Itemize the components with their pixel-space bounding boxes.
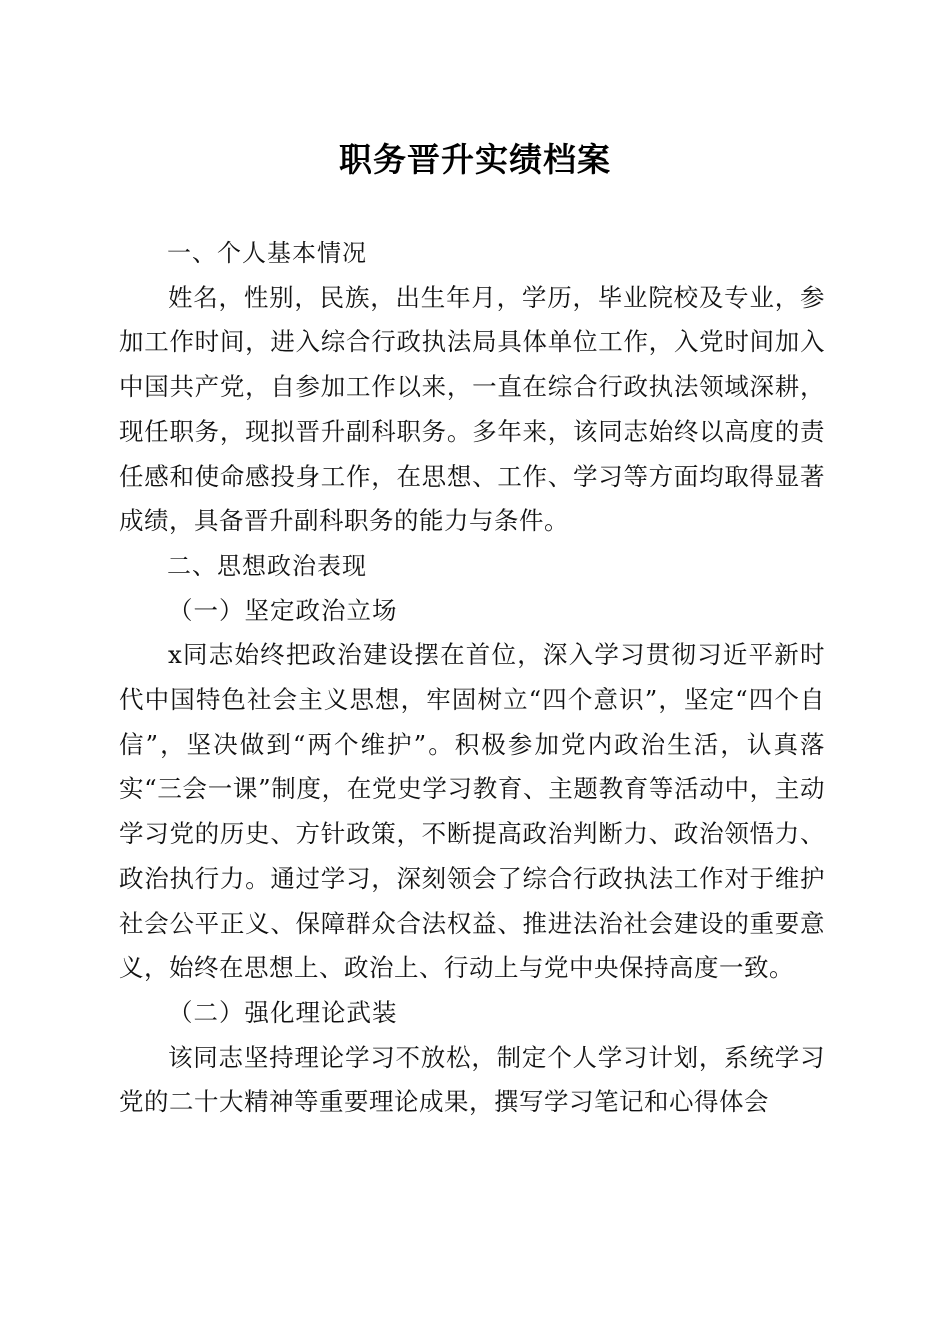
section-heading-basic-info: 一、个人基本情况 — [167, 239, 367, 267]
document-body — [119, 231, 825, 1125]
subsection-heading-theory-study: （二）强化理论武装 — [168, 997, 398, 1027]
paragraph-political-stance: x同志始终把政治建设摆在首位，深入学习贯彻习近平新时代中国特色社会主义思想，牢固树立“四个意识”，坚定“四个自信”，坚决做到“两个维护”。积极参加党内政治生活，认真落实“三会一课”制度，在党史学习教育、主题教育等活动中，主动学习党的历史、方针政策，不断提高政治判断力、政治领悟力、政治执行力。通过学习，深刻领会了综合行政执法工作对于维护社会公平正义、保障群众合法权益、推进法治社会建设的重要意义，始终在思想上、政治上、行动上与党中央保持高度一致。 — [119, 640, 825, 983]
section-heading-political-performance: 二、思想政治表现 — [167, 551, 367, 580]
paragraph-theory-study: 该同志坚持理论学习不放松，制定个人学习计划，系统学习党的二十大精神等重要理论成果，撰写学习笔记和心得体会 — [119, 1042, 825, 1117]
paragraph-basic-info: 姓名，性别，民族，出生年月，学历，毕业院校及专业，参加工作时间，进入综合行政执法局具体单位工作，入党时间加入中国共产党，自参加工作以来，一直在综合行政执法领域深耕，现任职务，现拟晋升副科职务。多年来，该同志始终以高度的责任感和使命感投身工作，在思想、工作、学习等方面均取得显著成绩，具备晋升副科职务的能力与条件。 — [119, 282, 825, 536]
document-title: 职务晋升实绩档案 — [339, 140, 611, 179]
subsection-heading-political-stance: （一）坚定政治立场 — [168, 595, 398, 625]
